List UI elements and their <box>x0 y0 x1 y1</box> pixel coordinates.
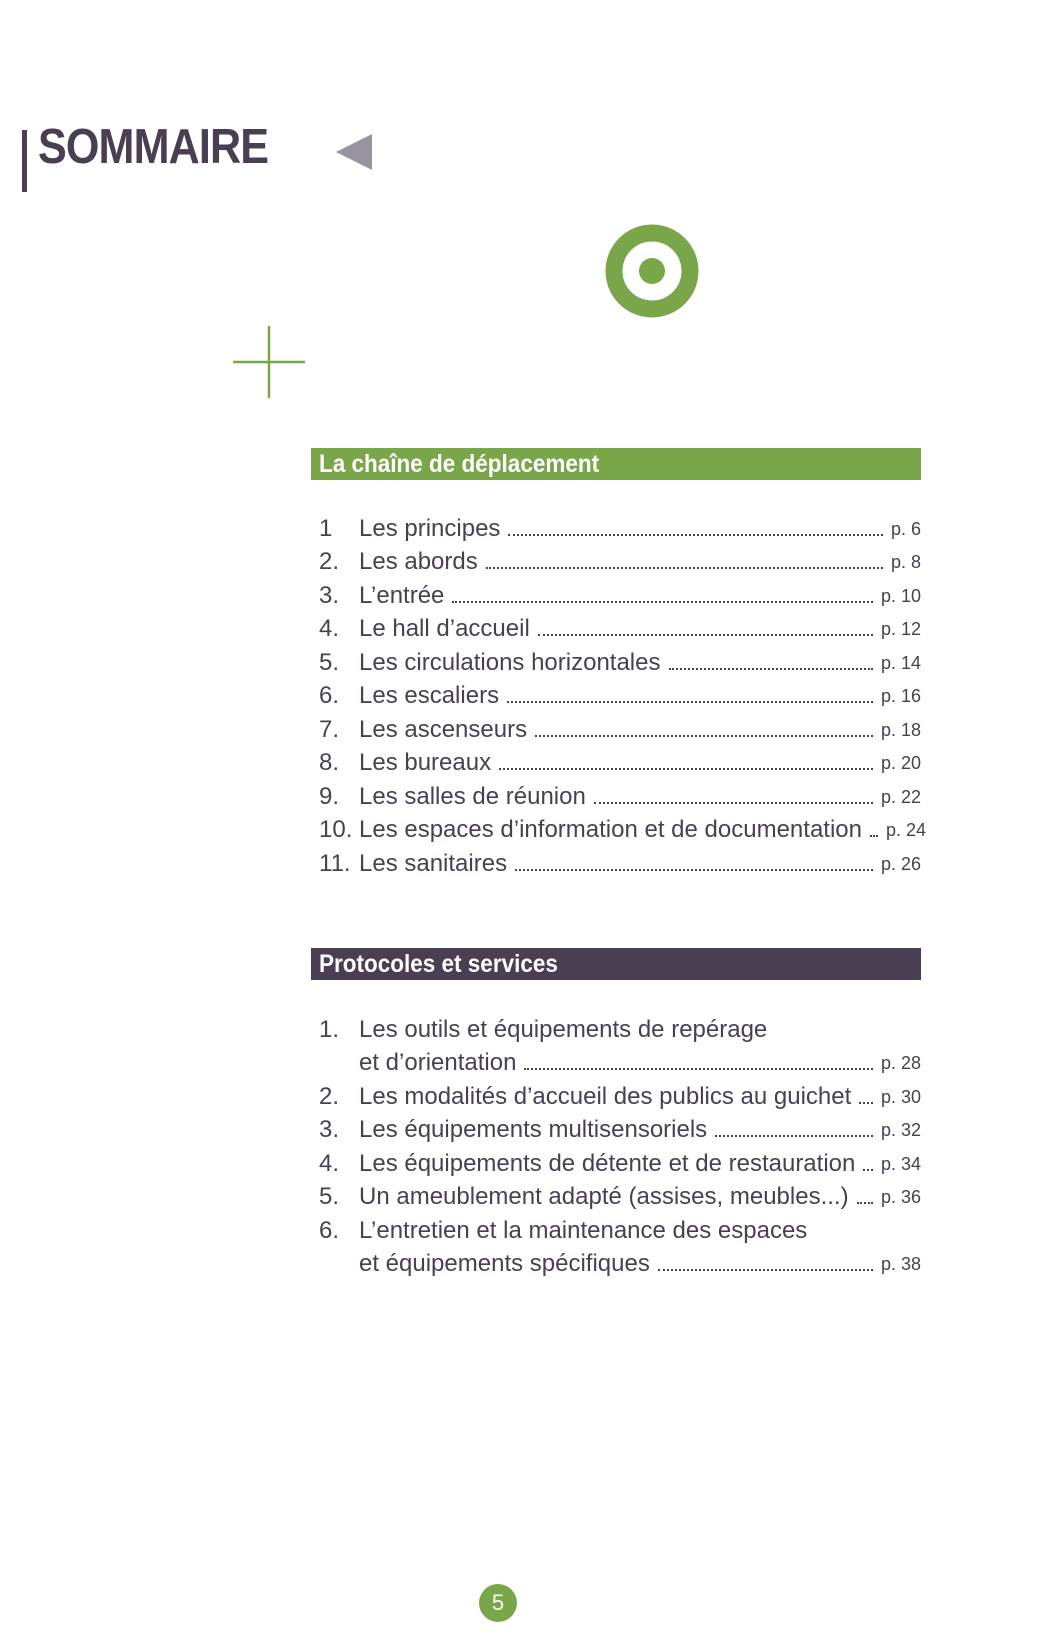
toc-entry[interactable] <box>319 1178 921 1212</box>
toc-entry[interactable] <box>319 643 921 677</box>
toc-entry[interactable] <box>319 1111 921 1145</box>
toc-entry[interactable] <box>319 811 927 845</box>
toc-entry-label: et équipements spécifiques <box>359 1250 650 1277</box>
toc-entry-first-line <box>319 1010 921 1044</box>
toc-entry[interactable] <box>319 610 921 644</box>
section-header-protocoles: Protocoles et services <box>311 948 921 980</box>
toc-entry-label: Les équipements de détente et de restauration <box>359 1149 856 1177</box>
dot-leader <box>452 600 873 603</box>
toc-entry[interactable] <box>319 543 921 577</box>
toc-entry-page: p. 6 <box>890 518 921 539</box>
toc-entry-number: 4. <box>319 1149 340 1177</box>
toc-entry-label: Les équipements multisensoriels <box>359 1116 708 1143</box>
left-triangle-icon <box>334 132 374 172</box>
toc-entry-label: Les escaliers <box>359 682 500 709</box>
dot-leader <box>715 1134 873 1137</box>
toc-entry-number: 9. <box>319 782 340 810</box>
dot-leader <box>859 1101 873 1104</box>
toc-entry[interactable] <box>319 844 921 878</box>
dot-leader <box>486 566 883 569</box>
toc-entry-label: Le hall d’accueil <box>359 615 530 642</box>
toc-entry-page: p. 10 <box>880 585 921 606</box>
toc-entry[interactable] <box>319 710 921 744</box>
toc-entry-page: p. 12 <box>880 619 921 639</box>
toc-entry-label: Les bureaux <box>359 749 492 776</box>
toc-entry-number: 10. <box>319 816 353 843</box>
dot-leader <box>857 1201 873 1204</box>
toc-entry-page: p. 38 <box>880 1254 921 1274</box>
page-title: SOMMAIRE <box>38 120 269 174</box>
toc-entry-label: Les sanitaires <box>359 849 508 877</box>
toc-entry-page: p. 26 <box>880 853 921 874</box>
dot-leader <box>863 1168 873 1171</box>
toc-entry[interactable] <box>319 509 921 543</box>
toc-entry[interactable] <box>319 1144 921 1178</box>
toc-entry[interactable] <box>319 744 921 778</box>
toc-entry-page: p. 8 <box>890 552 921 572</box>
toc-entry[interactable] <box>319 1044 921 1078</box>
toc-entry-label: Les modalités d’accueil des publics au guichet <box>359 1082 852 1110</box>
toc-entry-number: 5. <box>319 648 340 676</box>
toc-entry[interactable] <box>319 576 921 610</box>
toc-entry-label: Les salles de réunion <box>359 782 586 810</box>
toc-entry-page: p. 20 <box>880 753 921 773</box>
toc-entry-label: Un ameublement adapté (assises, meubles...) <box>359 1183 849 1210</box>
toc-entry-number: 6. <box>319 1216 340 1244</box>
toc-entry-page: p. 14 <box>880 652 921 673</box>
toc-entry-number: 2. <box>319 548 340 575</box>
toc-entry-number: 1 <box>319 514 333 542</box>
dot-leader <box>507 700 873 703</box>
toc-entry-first-line <box>319 1211 921 1245</box>
section-header-chaine: La chaîne de déplacement <box>311 448 921 480</box>
toc-entry-page: p. 30 <box>880 1086 921 1107</box>
toc-entry-page: p. 24 <box>885 820 927 840</box>
dot-leader <box>594 801 873 804</box>
title-accent-bar <box>22 130 27 192</box>
target-icon <box>605 224 699 318</box>
toc-list-chaine <box>319 509 927 878</box>
toc-entry-label: Les abords <box>359 548 478 575</box>
toc-entry-number: 2. <box>319 1082 340 1110</box>
toc-entry-page: p. 16 <box>880 686 921 706</box>
toc-entry-number: 5. <box>319 1183 340 1210</box>
toc-entry-label: Les espaces d’information et de documentation <box>359 816 862 843</box>
toc-entry-label: Les principes <box>359 514 501 542</box>
toc-entry-page: p. 28 <box>880 1053 921 1073</box>
toc-entry-number: 3. <box>319 581 340 609</box>
toc-entry-label: Les circulations horizontales <box>359 648 661 676</box>
toc-entry[interactable] <box>319 677 921 711</box>
toc-entry-page: p. 18 <box>880 719 921 740</box>
dot-leader <box>508 533 883 536</box>
toc-entry-number: 11. <box>319 849 351 877</box>
toc-entry-number: 7. <box>319 715 340 743</box>
cross-icon <box>233 326 305 398</box>
toc-entry-label: Les ascenseurs <box>359 715 528 743</box>
dot-leader <box>499 767 873 770</box>
dot-leader <box>669 667 873 670</box>
toc-entry-label: Les outils et équipements de repérage <box>359 1015 768 1043</box>
toc-entry[interactable] <box>319 777 921 811</box>
toc-entry-number: 8. <box>319 749 340 776</box>
toc-entry[interactable] <box>319 1077 921 1111</box>
dot-leader <box>535 734 873 737</box>
dot-leader <box>524 1067 873 1070</box>
dot-leader <box>515 868 873 871</box>
toc-list-protocoles <box>319 1010 921 1278</box>
toc-entry-number: 4. <box>319 615 340 642</box>
toc-entry-page: p. 36 <box>880 1187 921 1207</box>
page-number-badge: 5 <box>479 1584 517 1622</box>
toc-entry-label: et d’orientation <box>359 1049 517 1076</box>
dot-leader <box>870 834 878 837</box>
toc-entry-page: p. 22 <box>880 786 921 807</box>
toc-entry-page: p. 32 <box>880 1120 921 1140</box>
toc-entry[interactable] <box>319 1245 921 1279</box>
toc-entry-number: 1. <box>319 1015 340 1043</box>
toc-entry-number: 6. <box>319 682 340 709</box>
dot-leader <box>538 633 873 636</box>
dot-leader <box>658 1268 873 1271</box>
toc-entry-label: L’entretien et la maintenance des espaces <box>359 1216 808 1244</box>
toc-entry-number: 3. <box>319 1116 340 1143</box>
toc-entry-label: L’entrée <box>359 581 445 609</box>
toc-entry-page: p. 34 <box>880 1153 921 1174</box>
